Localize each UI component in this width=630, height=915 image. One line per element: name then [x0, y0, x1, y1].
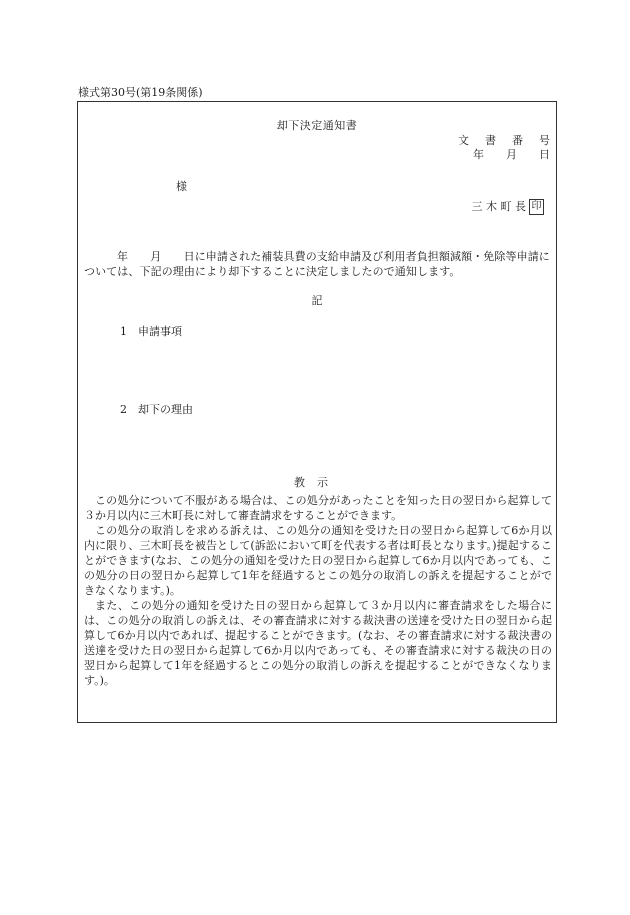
document-title: 却下決定通知書: [276, 119, 358, 132]
intro-paragraph: 年 月 日に申請された補装具費の支給申請及び利用者負担額減額・免除等申請については、下記の理由により却下することに決定しましたので通知します。: [84, 250, 550, 278]
instruction-paragraph: この処分の取消しを求める訴えは、この処分の通知を受けた日の翌日から起算して6か月以内に限り、三木町長を被告として(訴訟において町を代表する者は町長となります。)提起することができます(なお、この処分の通知を受けた日の翌日から起算して6か月以内であっても、この処分の日の翌日から起算して1年を経過するとこの処分の取消しの訴えを提起することができなくなります。)。: [84, 524, 552, 597]
notice-frame: [77, 101, 557, 723]
date-day: 日: [539, 148, 550, 161]
instruction-paragraph: また、この処分の通知を受けた日の翌日から起算して３か月以内に審査請求をした場合には、この処分の取消しの訴えは、その審査請求に対する裁決書の送達を受けた日の翌日から起算して6か月以内であれば、提起することができます。(なお、その審査請求に対する裁決書の送達を受けた日の翌日から起算して6か月以内であっても、その審査請求に対する裁決の日の翌日から起算して1年を経過するとこの処分の取消しの訴えを提起することができなくなります。)。: [84, 599, 552, 687]
doc-number-char: 書: [485, 134, 496, 147]
ki-heading: 記: [311, 294, 323, 307]
instruction-paragraph: この処分について不服がある場合は、この処分があったことを知った日の翌日から起算して３か月以内に三木町長に対して審査請求をすることができます。: [84, 494, 552, 522]
date-field: [473, 147, 550, 162]
doc-number-char: 番: [512, 134, 523, 147]
addressee: 様: [176, 180, 187, 193]
doc-number-char: 文: [458, 134, 469, 147]
date-month: 月: [506, 148, 517, 161]
date-year: 年: [473, 148, 484, 161]
doc-number-char: 号: [539, 134, 550, 147]
instruction-heading: 教示: [294, 476, 340, 489]
item-rejection-reason: 2 却下の理由: [120, 403, 193, 416]
form-number-label: 様式第30号(第19条関係): [78, 86, 203, 99]
issuer-name: 三 木 町 長: [471, 200, 526, 213]
instruction-body: [84, 493, 552, 688]
document-number-field: [458, 133, 550, 148]
seal-mark: 印: [529, 199, 544, 215]
issuer-line: [472, 199, 545, 215]
item-application-matter: 1 申請事項: [120, 325, 182, 338]
